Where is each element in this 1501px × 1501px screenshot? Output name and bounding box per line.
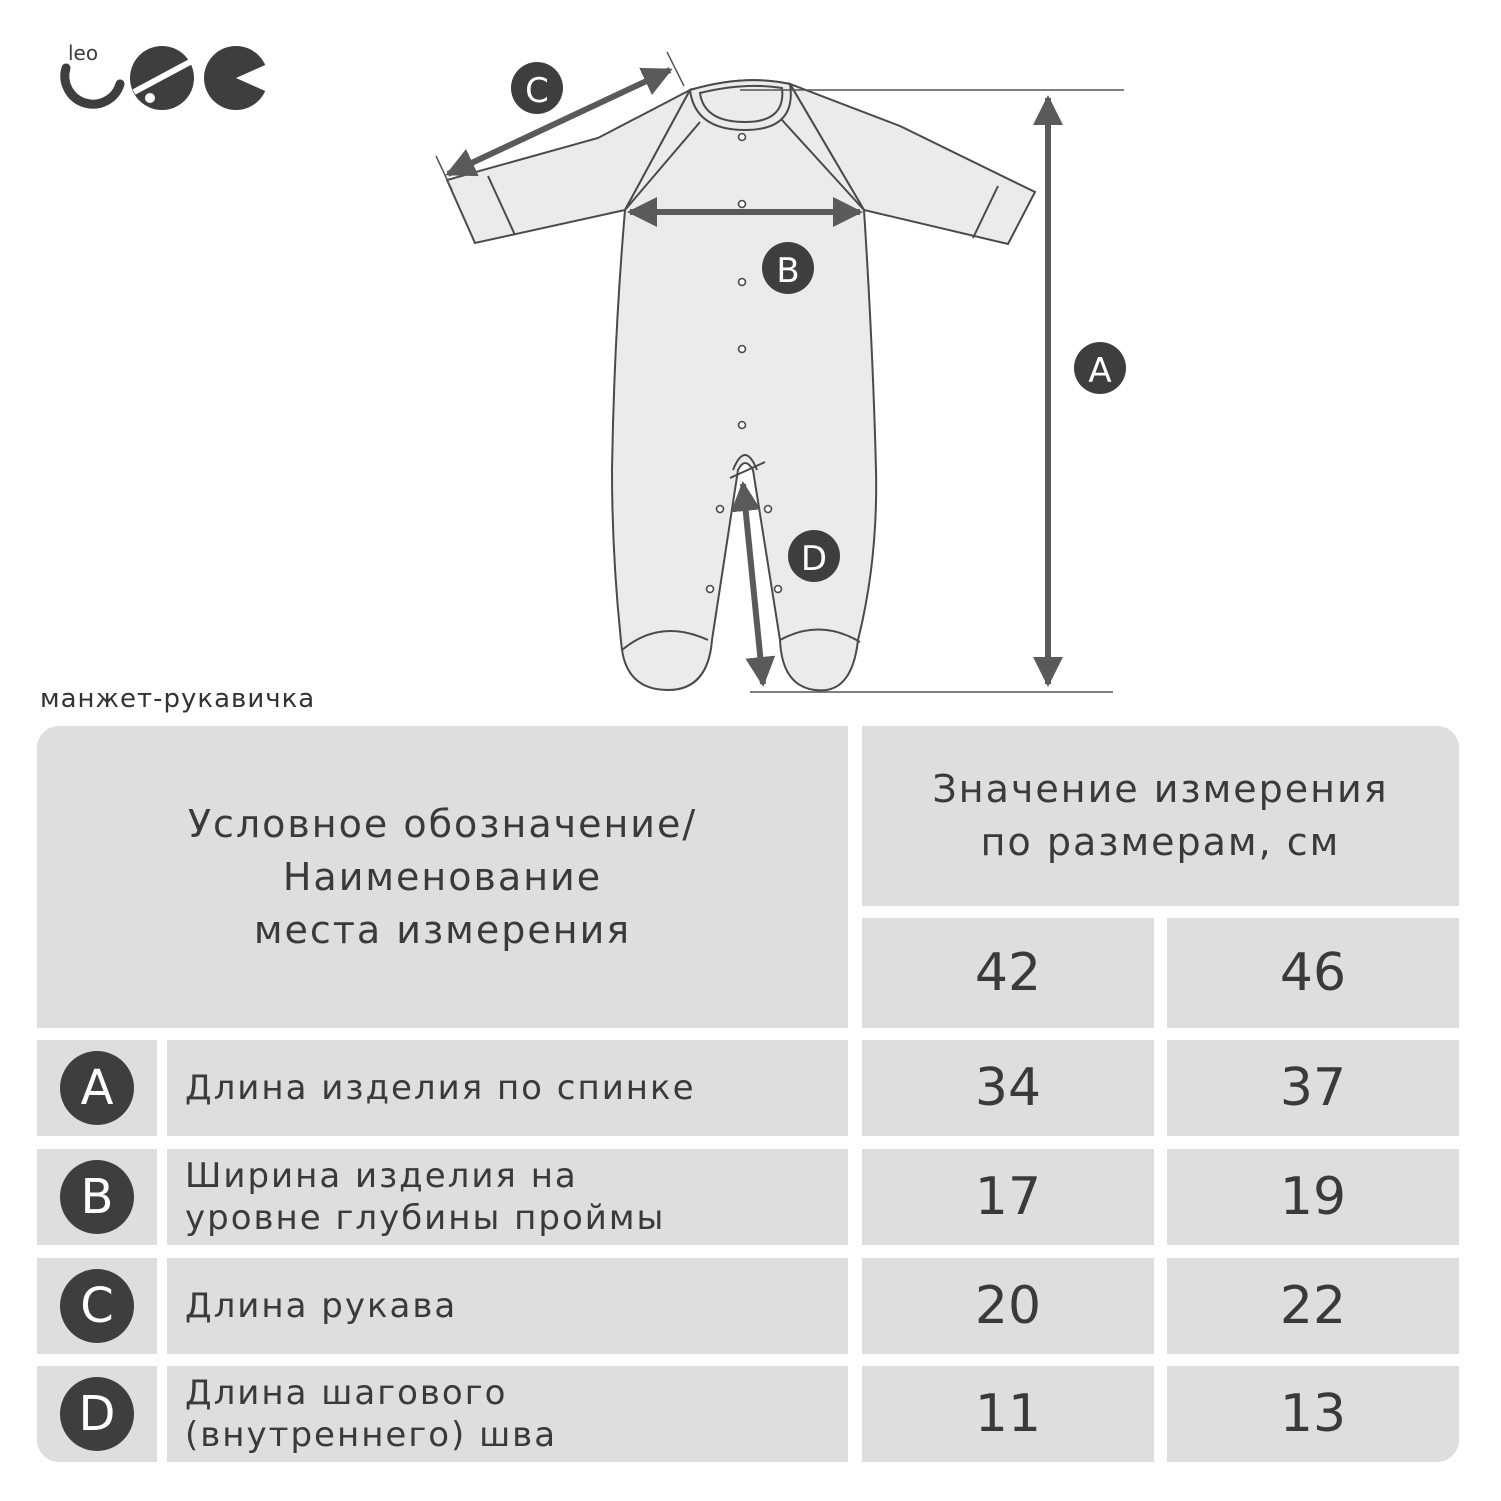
row-d-value-42: 11	[974, 1384, 1042, 1444]
row-a-name: Длина изделия по спинке	[185, 1068, 696, 1108]
row-c-badge-cell	[37, 1258, 157, 1354]
row-a-badge: A	[60, 1051, 134, 1125]
header-values-text: Значение измерения по размерам, см	[932, 767, 1389, 864]
brand-logo	[65, 41, 272, 110]
row-c-value-42: 20	[974, 1276, 1042, 1336]
row-c-value-42-cell	[862, 1258, 1154, 1354]
row-c-name: Длина рукава	[185, 1286, 458, 1326]
row-b-value-42: 17	[974, 1167, 1042, 1227]
badge-d-label: D	[800, 539, 828, 579]
garment-diagram	[0, 0, 1501, 720]
size-42-text: 42	[974, 943, 1042, 1003]
row-d-value-46: 13	[1279, 1384, 1347, 1444]
row-d-badge-cell	[37, 1366, 157, 1462]
row-b-name-cell	[167, 1149, 848, 1245]
row-b-badge: B	[60, 1160, 134, 1234]
size-46-text: 46	[1279, 943, 1347, 1003]
header-name-cell	[37, 726, 848, 1028]
row-c-value-46-cell	[1167, 1258, 1459, 1354]
row-a-value-42: 34	[974, 1058, 1042, 1118]
row-c-name-cell	[167, 1258, 848, 1354]
header-values-cell	[862, 726, 1459, 906]
row-a-badge-cell	[37, 1040, 157, 1136]
row-d-name: Длина шагового (внутреннего) шва	[185, 1373, 558, 1455]
row-b-value-46-cell	[1167, 1149, 1459, 1245]
row-a-value-42-cell	[862, 1040, 1154, 1136]
row-d-value-46-cell	[1167, 1366, 1459, 1462]
badge-a-label: A	[1088, 351, 1112, 391]
row-b-value-46: 19	[1279, 1167, 1347, 1227]
row-d-badge: D	[60, 1377, 134, 1451]
row-c-value-46: 22	[1279, 1276, 1347, 1336]
size-46-cell	[1167, 918, 1459, 1028]
row-b-badge-cell	[37, 1149, 157, 1245]
sleepsuit-drawing	[447, 80, 1035, 690]
cuff-mitten-note: манжет-рукавичка	[40, 684, 316, 714]
row-a-value-46-cell	[1167, 1040, 1459, 1136]
size-42-cell	[862, 918, 1154, 1028]
header-name-text: Условное обозначение/ Наименование места измерения	[187, 801, 698, 952]
row-d-value-42-cell	[862, 1366, 1154, 1462]
row-d-name-cell	[167, 1366, 848, 1462]
badge-b-label: B	[776, 251, 800, 291]
brand-logo-small-text: leo	[68, 41, 99, 65]
row-b-value-42-cell	[862, 1149, 1154, 1245]
badge-c-label: C	[525, 71, 549, 111]
row-a-name-cell	[167, 1040, 848, 1136]
row-c-badge: C	[60, 1269, 134, 1343]
row-a-value-46: 37	[1279, 1058, 1347, 1118]
row-b-name: Ширина изделия на уровне глубины проймы	[185, 1156, 666, 1238]
